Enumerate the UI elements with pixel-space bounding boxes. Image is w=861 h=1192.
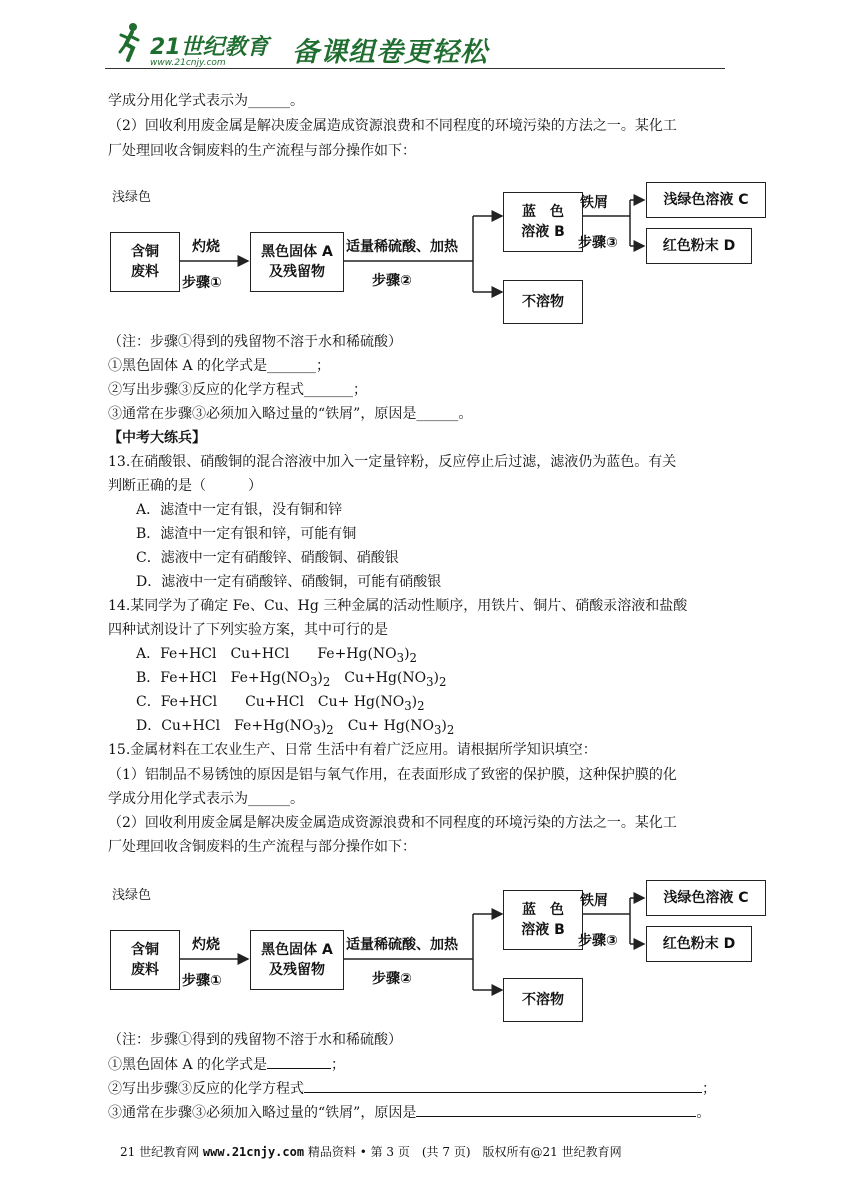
step2-top-label: 适量稀硫酸、加热 — [346, 937, 458, 953]
box-green-solution: 浅绿色溶液 C — [646, 182, 766, 218]
text-line: 厂处理回收含铜废料的生产流程与部分操作如下： — [108, 143, 416, 159]
box-red-powder: 红色粉末 D — [646, 228, 752, 264]
step3-top-label: 铁屑 — [580, 893, 608, 909]
step2-bottom-label: 步骤② — [372, 273, 412, 289]
box-red-powder: 红色粉末 D — [646, 926, 752, 962]
text-run: Cu+Hg(NO — [330, 670, 427, 686]
subscript: 2 — [439, 674, 447, 689]
text-line: 学成分用化学式表示为______。 — [108, 93, 304, 109]
box-line: 及残留物 — [269, 264, 325, 280]
step2-top-label: 适量稀硫酸、加热 — [346, 239, 458, 255]
text-line: （注：步骤①得到的残留物不溶于水和稀硫酸） — [108, 1032, 402, 1048]
corner-note: 浅绿色 — [112, 190, 152, 205]
box-blue-solution — [503, 890, 583, 950]
option-a: A．滤渣中一定有银，没有铜和锌 — [136, 502, 343, 518]
text-run: ) — [433, 670, 440, 686]
box-line: 溶液 B — [521, 922, 565, 938]
box-line: 含铜 — [131, 942, 159, 958]
box-insoluble: 不溶物 — [503, 978, 583, 1022]
option-c: C．滤液中一定有硝酸锌、硝酸铜、硝酸银 — [136, 550, 399, 566]
box-line: 黑色固体 A — [261, 244, 333, 260]
question-13-cont: 判断正确的是（ ） — [108, 478, 262, 494]
brand-slogan: 备课组卷更轻松 — [292, 37, 488, 68]
text-line: （1）铝制品不易锈蚀的原因是铝与氧气作用，在表面形成了致密的保护膜，这种保护膜的化 — [108, 767, 677, 783]
brand-name: 21世纪教育 — [150, 35, 269, 60]
subscript: 2 — [446, 722, 455, 737]
answer-blank[interactable] — [416, 1103, 696, 1117]
step1-bottom-label: 步骤① — [182, 973, 222, 989]
q14-option-d — [136, 717, 454, 739]
footer-url[interactable]: www.21cnjy.com — [202, 1145, 305, 1159]
punct: 。 — [696, 1105, 711, 1121]
box-black-solid — [250, 930, 344, 990]
flow-diagram-2 — [100, 878, 780, 1038]
answer-line-2 — [108, 1079, 716, 1098]
box-line: 废料 — [131, 962, 159, 978]
box-line: 含铜 — [131, 244, 159, 260]
box-black-solid — [250, 232, 344, 292]
text-run: C．Fe+HCl Cu+HCl Cu+ Hg(NO — [136, 694, 405, 710]
punct: ； — [331, 1057, 346, 1073]
question-13: 13.在硝酸银、硝酸铜的混合溶液中加入一定量锌粉，反应停止后过滤，滤液仍为蓝色。有关 — [108, 454, 677, 470]
option-b: B．滤渣中一定有银和锌，可能有铜 — [136, 526, 357, 542]
box-line: 及残留物 — [269, 962, 325, 978]
corner-note: 浅绿色 — [112, 888, 152, 903]
subscript: 2 — [417, 698, 425, 713]
text-line: （2）回收利用废金属是解决废金属造成资源浪费和不同程度的环境污染的方法之一。某化工 — [108, 118, 677, 134]
text-run: ) — [320, 718, 327, 734]
text-run: A．Fe+HCl Cu+HCl Fe+Hg(NO — [136, 646, 397, 662]
subscript: 3 — [313, 722, 321, 737]
step3-top-label: 铁屑 — [580, 195, 608, 211]
subscript: 3 — [309, 674, 318, 689]
section-heading: 【中考大练兵】 — [108, 430, 206, 446]
answer-line-1 — [108, 1055, 345, 1074]
text-run: ) — [441, 718, 447, 734]
text-run: ) — [404, 646, 410, 662]
answer-line-3 — [108, 1103, 710, 1122]
text-line: ③通常在步骤③必须加入略过量的“铁屑”，原因是______。 — [108, 406, 473, 422]
q14-option-c — [136, 693, 425, 715]
box-copper-waste — [110, 930, 180, 990]
step1-top-label: 灼烧 — [192, 937, 220, 953]
box-blue-solution — [503, 192, 583, 252]
q14-option-b — [136, 669, 446, 691]
step3-bottom-label: 步骤③ — [578, 933, 618, 949]
punct: ； — [702, 1081, 716, 1097]
step3-bottom-label: 步骤③ — [578, 235, 618, 251]
text-run: ) — [317, 670, 323, 686]
footer-left: 21 世纪教育网 — [120, 1145, 200, 1159]
text-line: （2）回收利用废金属是解决废金属造成资源浪费和不同程度的环境污染的方法之一。某化工 — [108, 815, 677, 831]
text-line: （注：步骤①得到的残留物不溶于水和稀硫酸） — [108, 334, 402, 350]
step1-top-label: 灼烧 — [192, 239, 220, 255]
question-14-cont: 四种试剂设计了下列实验方案，其中可行的是 — [108, 622, 388, 638]
footer-right: 精品资料 • 第 3 页 (共 7 页) 版权所有@21 世纪教育网 — [307, 1145, 622, 1159]
subscript: 3 — [426, 674, 434, 689]
text-run: ) — [411, 694, 418, 710]
text-run: Cu+ Hg(NO — [333, 718, 434, 734]
subscript: 3 — [396, 650, 405, 665]
subscript: 3 — [434, 722, 442, 737]
step2-bottom-label: 步骤② — [372, 971, 412, 987]
text-line: ①黑色固体 A 的化学式是_______； — [108, 358, 331, 374]
flow-diagram — [100, 180, 780, 340]
step1-bottom-label: 步骤① — [182, 275, 222, 291]
question-15: 15.金属材料在工农业生产、日常 生活中有着广泛应用。请根据所学知识填空： — [108, 742, 597, 758]
prompt-text: ①黑色固体 A 的化学式是 — [108, 1057, 268, 1073]
prompt-text: ③通常在步骤③必须加入略过量的“铁屑”，原因是 — [108, 1105, 417, 1121]
answer-blank[interactable] — [267, 1055, 331, 1069]
text-line: 厂处理回收含铜废料的生产流程与部分操作如下： — [108, 839, 416, 855]
subscript: 2 — [322, 674, 331, 689]
option-d: D．滤液中一定有硝酸锌、硝酸铜，可能有硝酸银 — [136, 574, 442, 590]
box-line: 溶液 B — [521, 224, 565, 240]
box-insoluble: 不溶物 — [503, 280, 583, 324]
brand-url: www.21cnjy.com — [150, 58, 226, 68]
question-14: 14.某同学为了确定 Fe、Cu、Hg 三种金属的活动性顺序，用铁片、铜片、硝酸汞溶液和盐酸 — [108, 598, 688, 614]
page-footer — [120, 1143, 622, 1160]
answer-blank[interactable] — [304, 1079, 702, 1093]
subscript: 3 — [404, 698, 412, 713]
runner-logo-icon — [118, 22, 140, 64]
box-line: 黑色固体 A — [261, 942, 333, 958]
box-line: 废料 — [131, 264, 159, 280]
text-line: 学成分用化学式表示为______。 — [108, 791, 304, 807]
box-line: 蓝 色 — [522, 204, 564, 220]
prompt-text: ②写出步骤③反应的化学方程式 — [108, 1081, 304, 1097]
subscript: 2 — [326, 722, 334, 737]
text-line: ②写出步骤③反应的化学方程式_______； — [108, 382, 367, 398]
text-run: D．Cu+HCl Fe+Hg(NO — [136, 718, 314, 734]
box-copper-waste — [110, 232, 180, 292]
q14-option-a — [136, 645, 417, 667]
text-run: B．Fe+HCl Fe+Hg(NO — [136, 670, 310, 686]
box-line: 蓝 色 — [522, 902, 564, 918]
subscript: 2 — [409, 650, 417, 665]
header-rule — [105, 68, 725, 69]
box-green-solution: 浅绿色溶液 C — [646, 880, 766, 916]
